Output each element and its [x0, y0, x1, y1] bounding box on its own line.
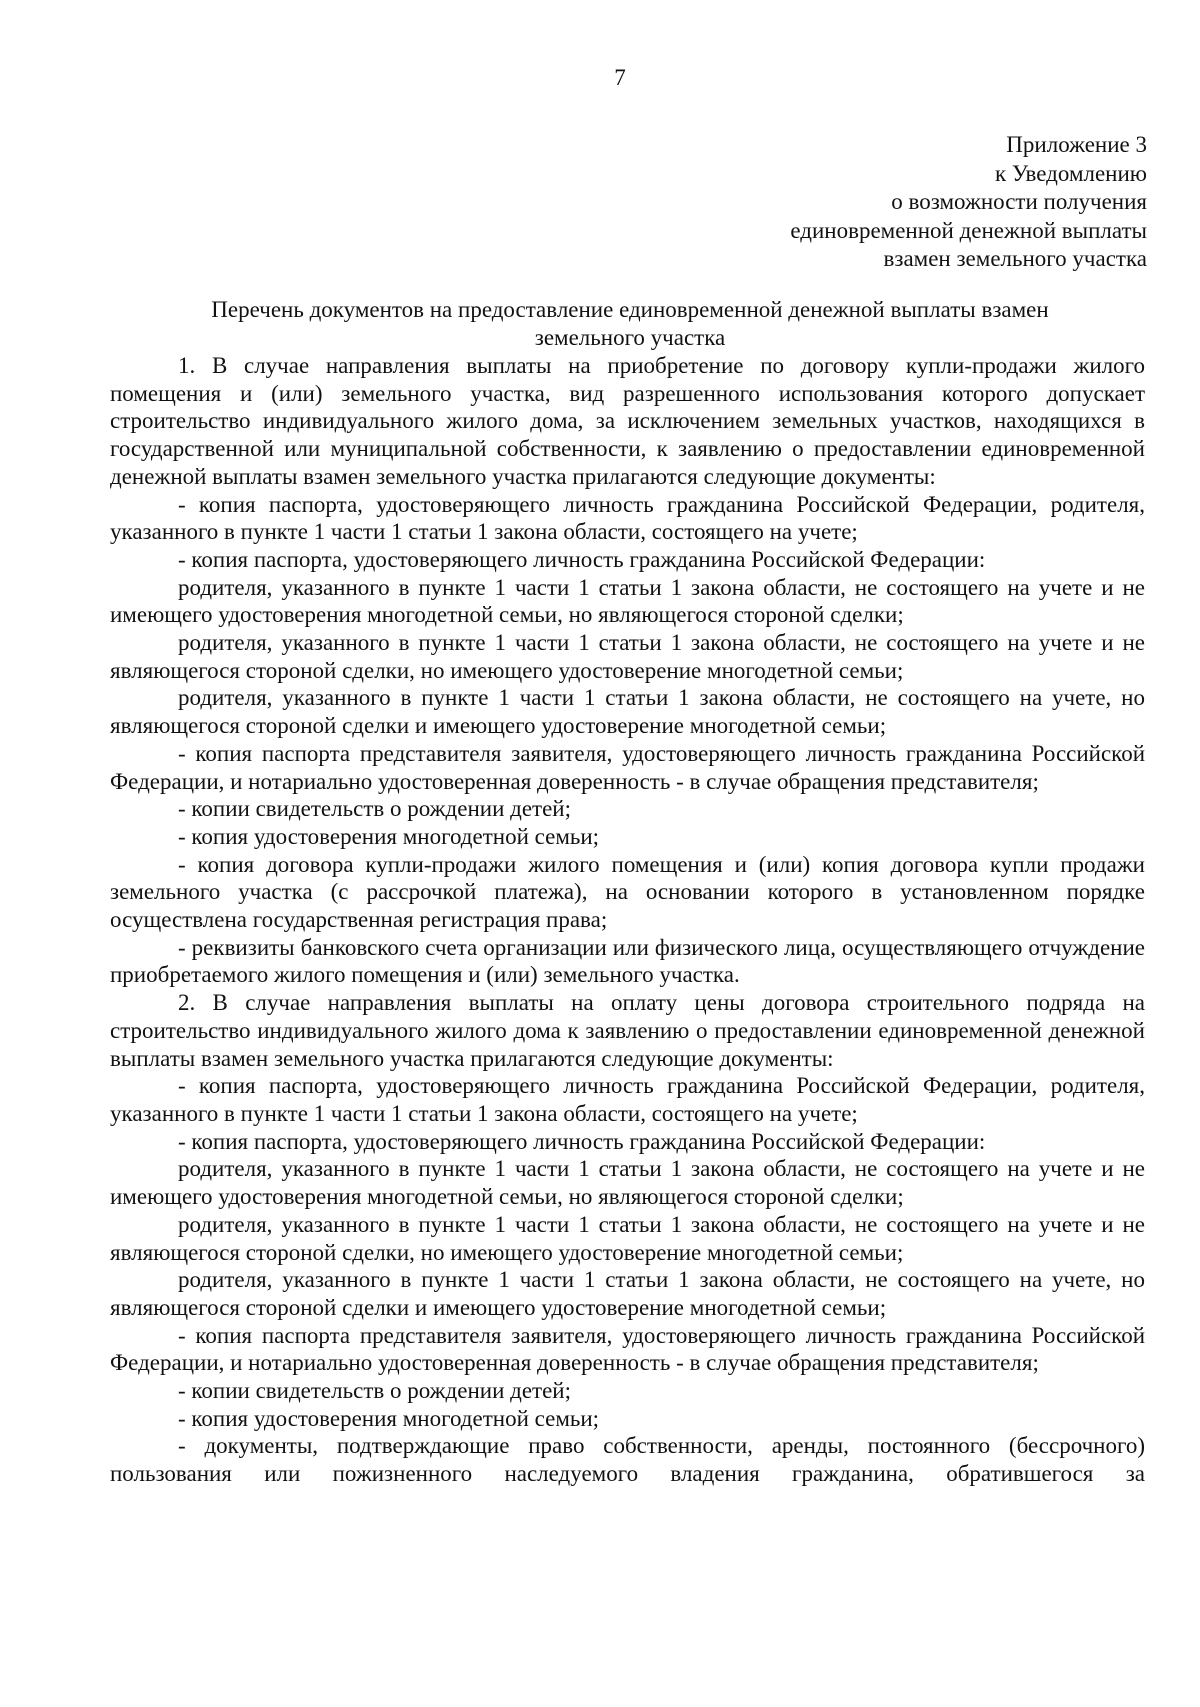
paragraph: - копия удостоверения многодетной семьи; [178, 823, 600, 849]
paragraph: - копия паспорта представителя заявителя, удостоверяющего личность гражданина Российской Федерации, и нотариально удостоверенная доверенность - в случае обращения представителя; [110, 1322, 1145, 1376]
paragraph: родителя, указанного в пункте 1 части 1 статьи 1 закона области, не состоящего на учете и не имеющего удостоверения многодетной семьи, но являющегося стороной сделки; [110, 1156, 1145, 1210]
page-number: 7 [614, 65, 626, 90]
paragraph: - копия паспорта, удостоверяющего личность гражданина Российской Федерации, родителя, указанного в пункте 1 части 1 статьи 1 закона области, состоящего на учете; [110, 491, 1145, 545]
paragraph: родителя, указанного в пункте 1 части 1 статьи 1 закона области, не состоящего на учете и не являющегося стороной сделки, но имеющего удостоверение многодетной семьи; [110, 630, 1145, 683]
paragraph: родителя, указанного в пункте 1 части 1 статьи 1 закона области, не состоящего на учете, но являющегося стороной сделки и имеющего удостоверение многодетной семьи; [110, 685, 1145, 739]
paragraph: родителя, указанного в пункте 1 части 1 статьи 1 закона области, не состоящего на учете и не имеющего удостоверения многодетной семьи, но являющегося стороной сделки; [110, 574, 1145, 628]
paragraph: - копии свидетельств о рождении детей; [178, 796, 571, 822]
appendix-line: к Уведомлению [994, 160, 1147, 186]
title-line: земельного участка [534, 325, 726, 350]
appendix-line: взамен земельного участка [883, 246, 1147, 271]
paragraph: - реквизиты банковского счета организации или физического лица, осуществляющего отчуждение приобретаемого жилого помещения и (или) земельного участка. [110, 934, 1145, 988]
paragraph: - копия договора купли-продажи жилого помещения и (или) копия договора купли продажи земельного участка (с рассрочкой платежа), на основании которого в установленном порядке осуществлена государственная регистрация права; [110, 851, 1145, 933]
paragraph: 2. В случае направления выплаты на оплату цены договора строительного подряда на строительство индивидуального жилого дома к заявлению о предоставлении единовременной денежной выплаты взамен земельного участка прилагаются следующие документы: [110, 990, 1145, 1071]
appendix-line: Приложение 3 [1006, 132, 1147, 157]
paragraph: - копия паспорта, удостоверяющего личность гражданина Российской Федерации: [178, 1128, 986, 1154]
paragraph: - копия паспорта, удостоверяющего личность гражданина Российской Федерации: [178, 546, 986, 572]
appendix-line: единовременной денежной выплаты [790, 217, 1147, 243]
paragraph: 1. В случае направления выплаты на приобретение по договору купли-продажи жилого помещения и (или) земельного участка, вид разрешенного использования которого допускает строительство индивидуального жилого дома, за исключением земельных участков, находящихся в государственной или муниципальной собственности, к заявлению о предоставлении единовременной денежной выплаты взамен земельного участка прилагаются следующие документы: [110, 353, 1145, 489]
appendix-line: о возможности получения [891, 189, 1147, 214]
document-title [110, 296, 1150, 352]
paragraph: - копии свидетельств о рождении детей; [178, 1378, 571, 1404]
document-body [110, 352, 1145, 1488]
paragraph: родителя, указанного в пункте 1 части 1 статьи 1 закона области, не состоящего на учете, но являющегося стороной сделки и имеющего удостоверение многодетной семьи; [110, 1267, 1145, 1320]
paragraph: - копия удостоверения многодетной семьи; [178, 1405, 600, 1431]
paragraph: - копия паспорта, удостоверяющего личность гражданина Российской Федерации, родителя, указанного в пункте 1 части 1 статьи 1 закона области, состоящего на учете; [110, 1073, 1145, 1126]
paragraph: - копия паспорта представителя заявителя, удостоверяющего личность гражданина Российской Федерации, и нотариально удостоверенная доверенность - в случае обращения представителя; [110, 740, 1145, 794]
paragraph: родителя, указанного в пункте 1 части 1 статьи 1 закона области, не состоящего на учете и не являющегося стороной сделки, но имеющего удостоверение многодетной семьи; [110, 1211, 1145, 1265]
paragraph: - документы, подтверждающие право собственности, аренды, постоянного (бессрочного) пользования или пожизненного наследуемого владения гражданина, обратившегося за [110, 1433, 1145, 1487]
title-line: Перечень документов на предоставление единовременной денежной выплаты взамен [211, 297, 1049, 322]
appendix-header [447, 131, 1147, 274]
